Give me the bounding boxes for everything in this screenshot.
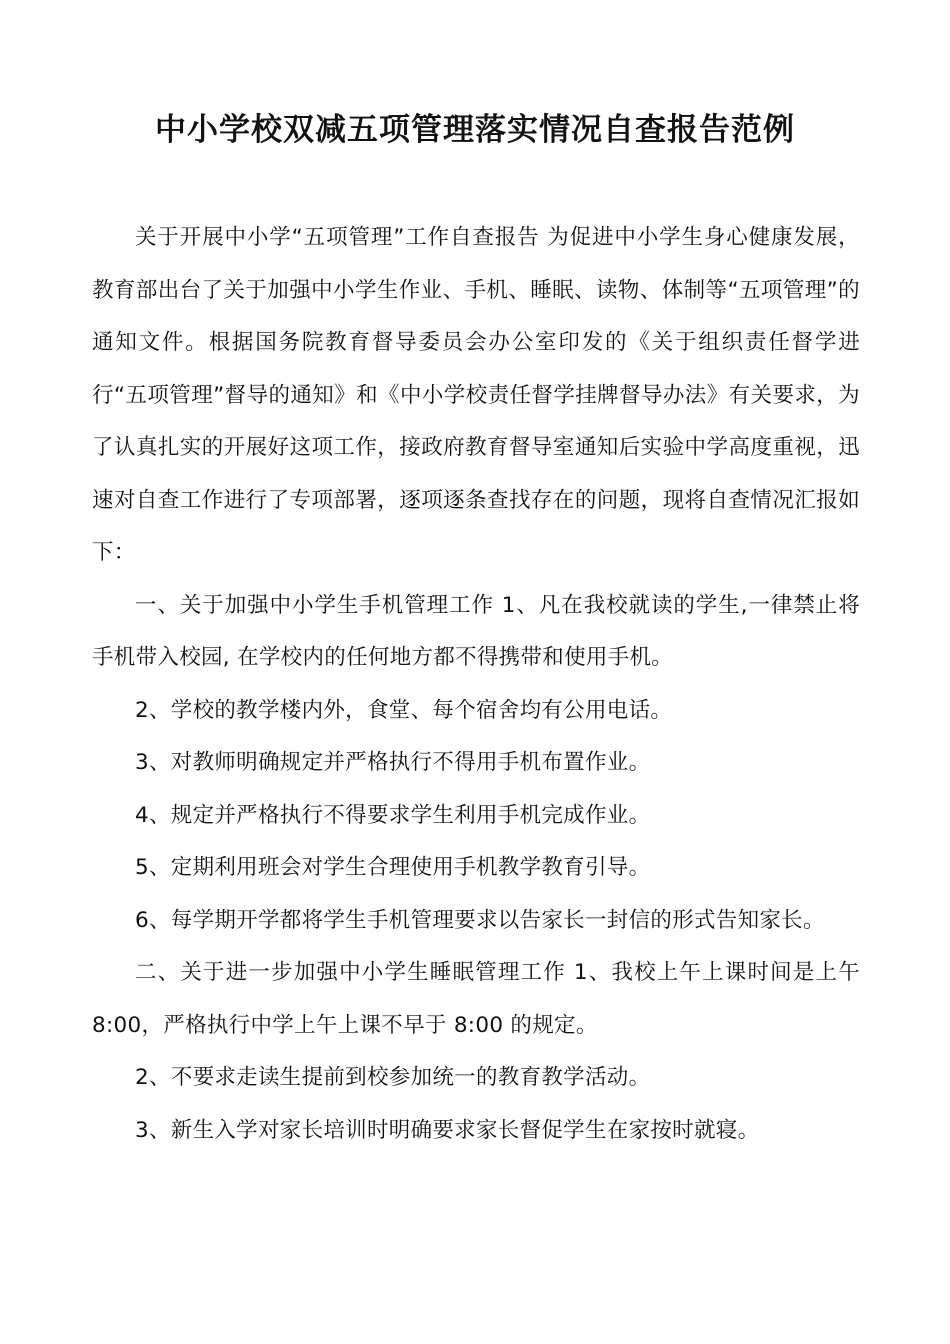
paragraph-phone-management-1: 一、关于加强中小学生手机管理工作 1、凡在我校就读的学生,一律禁止将手机带入校园, 在学校内的任何地方都不得携带和使用手机。 — [92, 592, 860, 670]
paragraph-intro: 关于开展中小学“五项管理”工作自查报告 为促进中小学生身心健康发展，教育部出台了关于加强中小学生作业、手机、睡眠、读物、体制等“五项管理”的通知文件。根据国务院教育督导委员会办公室印发的《关于组织责任督学进行“五项管理”督导的通知》和《中小学校责任督学挂牌督导办法》有关要求，为了认真扎实的开展好这项工作，接政府教育督导室通知后实验中学高度重视，迅速对自查工作进行了专项部署，逐项逐条查找存在的问题，现将自查情况汇报如下： — [92, 225, 860, 565]
document-body — [92, 212, 860, 1157]
paragraph-sleep-management-3: 3、新生入学对家长培训时明确要求家长督促学生在家按时就寝。 — [135, 1117, 760, 1143]
paragraph-phone-management-3: 3、对教师明确规定并严格执行不得用手机布置作业。 — [135, 750, 651, 775]
paragraph-sleep-management-1: 二、关于进一步加强中小学生睡眠管理工作 1、我校上午上课时间是上午 8:00，严格执行中学上午上课不早于 8:00 的规定。 — [92, 960, 860, 1038]
paragraph-phone-management-6: 6、每学期开学都将学生手机管理要求以告家长一封信的形式告知家长。 — [135, 907, 825, 933]
paragraph-phone-management-5: 5、定期利用班会对学生合理使用手机教学教育引导。 — [135, 855, 651, 880]
paragraph-phone-management-4: 4、规定并严格执行不得要求学生利用手机完成作业。 — [135, 802, 651, 828]
document-title: 中小学校双减五项管理落实情况自查报告范例 — [155, 112, 795, 148]
paragraph-sleep-management-2: 2、不要求走读生提前到校参加统一的教育教学活动。 — [135, 1065, 651, 1090]
paragraph-phone-management-2: 2、学校的教学楼内外，食堂、每个宿舍均有公用电话。 — [135, 697, 673, 723]
